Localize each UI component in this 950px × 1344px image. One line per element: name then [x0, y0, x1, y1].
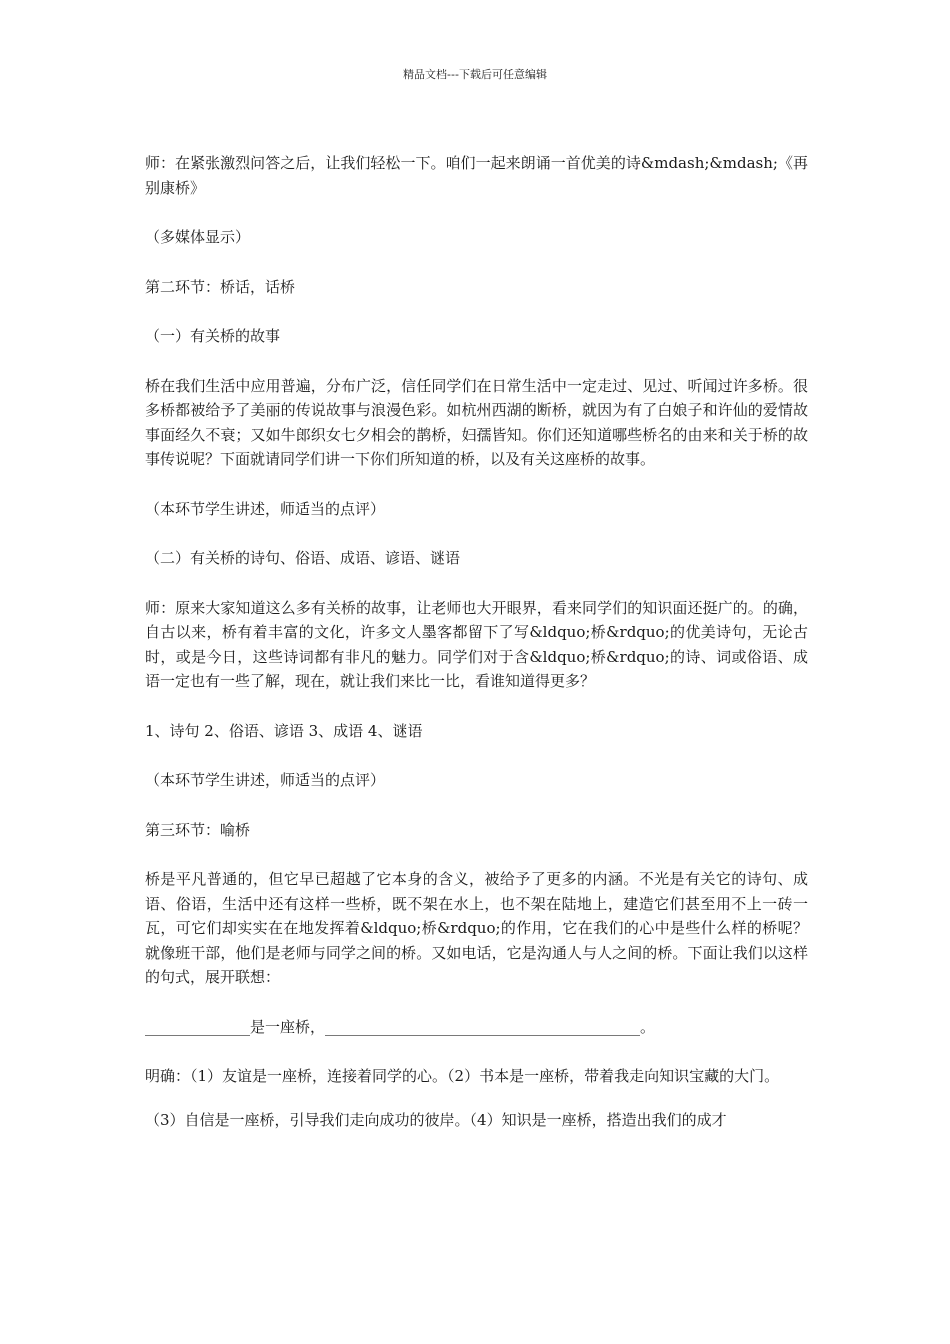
- paragraph-note-2: （本环节学生讲述，师适当的点评）: [145, 771, 386, 789]
- paragraph-fill-in-blank: ______________是一座桥，__________________________________________。: [145, 1017, 656, 1036]
- paragraph-poem-intro: 师：在紧张激烈问答之后，让我们轻松一下。咱们一起来朗诵一首优美的诗&mdash;&mdash;《再别康桥》: [145, 154, 808, 197]
- section-heading-2: 第二环节：桥话，话桥: [145, 277, 296, 296]
- paragraph-multimedia: （多媒体显示）: [145, 228, 251, 246]
- paragraph-note-1: （本环节学生讲述，师适当的点评）: [145, 499, 386, 518]
- subsection-heading-1: （一）有关桥的故事: [145, 327, 281, 345]
- paragraph-metaphor-bridge: 桥是平凡普通的，但它早已超越了它本身的含义，被给予了更多的内涵。不光是有关它的诗句、成语、俗语，生活中还有这样一些桥，既不架在水上，也不架在陆地上，建造它们甚至用不上一砖一瓦，可它们却实实在在地发挥着&ldquo;桥&rdquo;的作用，它在我们的心中是些什么样的桥呢？ 就像班干部，他们是老师与同学之间的桥。又如电话，它是沟通人与人之间的桥。下面让我们以这样的句式，展开联想：: [145, 870, 808, 986]
- page-header: 精品文档---下载后可任意编辑: [403, 68, 547, 81]
- paragraph-bridge-stories: 桥在我们生活中应用普遍，分布广泛，信任同学们在日常生活中一定走过、见过、听闻过许多桥。很多桥都被给予了美丽的传说故事与浪漫色彩。如杭州西湖的断桥，就因为有了白娘子和许仙的爱情故事面经久不衰；又如牛郎织女七夕相会的鹊桥，妇孺皆知。你们还知道哪些桥名的由来和关于桥的故事传说呢？下面就请同学们讲一下你们所知道的桥，以及有关这座桥的故事。: [145, 376, 808, 468]
- section-heading-3: 第三环节：喻桥: [145, 820, 251, 839]
- paragraph-teacher-remark: 师：原来大家知道这么多有关桥的故事，让老师也大开眼界，看来同学们的知识面还挺广的。的确，自古以来，桥有着丰富的文化，许多文人墨客都留下了写&ldquo;桥&rdquo;的优美诗句，无论古时，或是今日，这些诗词都有非凡的魅力。同学们对于含&ldquo;桥&rdquo;的诗、词或俗语、成语一定也有一些了解，现在，就让我们来比一比，看谁知道得更多？: [145, 598, 808, 690]
- paragraph-answers-1: 明确：（1）友谊是一座桥，连接着同学的心。（2）书本是一座桥，带着我走向知识宝藏的大门。: [145, 1067, 780, 1085]
- paragraph-answers-2: （3）自信是一座桥，引导我们走向成功的彼岸。（4）知识是一座桥，搭造出我们的成才: [145, 1110, 727, 1129]
- document-body: [145, 151, 808, 1157]
- paragraph-category-list: 1、诗句 2、俗语、谚语 3、成语 4、谜语: [145, 721, 423, 740]
- subsection-heading-2: （二）有关桥的诗句、俗语、成语、谚语、谜语: [145, 549, 461, 567]
